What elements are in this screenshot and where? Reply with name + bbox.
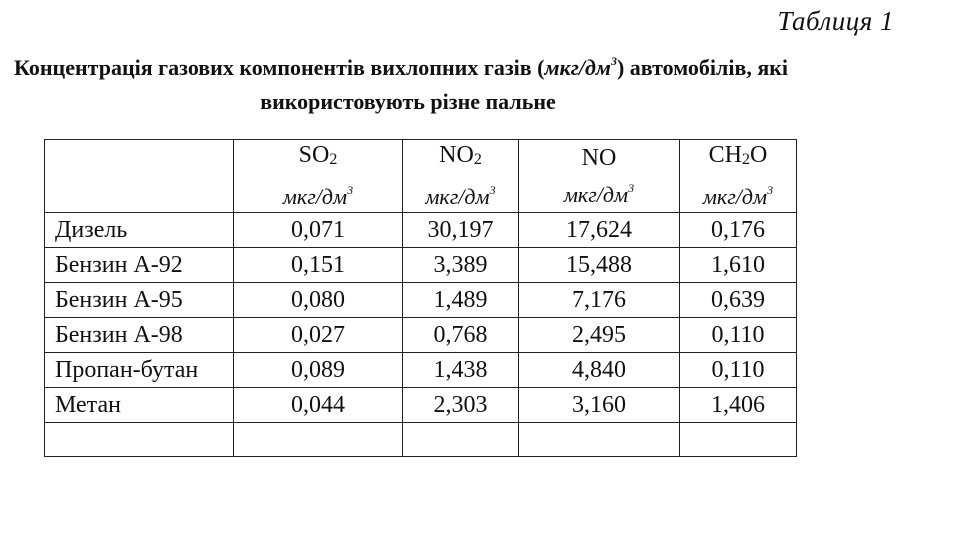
ch2o-value-cell: 1,610 <box>680 248 797 283</box>
empty-cell <box>234 423 403 457</box>
table-title <box>14 44 914 119</box>
no2-value-cell: 1,489 <box>403 283 519 318</box>
empty-table-row <box>45 423 797 457</box>
no2-value-cell: 30,197 <box>403 213 519 248</box>
ch2o-value-cell: 0,176 <box>680 213 797 248</box>
concentration-table <box>44 139 797 457</box>
title-text-start: Концентрація газових компонентів вихлопних газів ( <box>14 55 545 80</box>
no-value-cell: 17,624 <box>519 213 680 248</box>
so2-value-cell: 0,044 <box>234 388 403 423</box>
so2-value-cell: 0,027 <box>234 318 403 353</box>
no2-value-cell: 1,438 <box>403 353 519 388</box>
no2-value-cell: 0,768 <box>403 318 519 353</box>
no-value-cell: 2,495 <box>519 318 680 353</box>
so2-value-cell: 0,080 <box>234 283 403 318</box>
title-unit: мкг/$дм^3$ <box>544 54 617 80</box>
ch2o-value-cell: 0,110 <box>680 318 797 353</box>
empty-cell <box>519 423 680 457</box>
fuel-name-cell: Бензин А-98 <box>45 318 234 353</box>
column-header-ch2o: $CH_2O$ мкг/$дм^3$ <box>680 140 797 213</box>
column-header-no2: $NO_2$ мкг/$дм^3$ <box>403 140 519 213</box>
fuel-name-cell: Бензин А-92 <box>45 248 234 283</box>
ch2o-value-cell: 0,639 <box>680 283 797 318</box>
ch2o-value-cell: 1,406 <box>680 388 797 423</box>
column-header-no: NO мкг/$дм^3$ <box>519 140 680 213</box>
empty-cell <box>403 423 519 457</box>
header-row <box>45 140 797 213</box>
fuel-name-cell: Бензин А-95 <box>45 283 234 318</box>
empty-cell <box>680 423 797 457</box>
table-row <box>45 388 797 423</box>
title-line-2: використовують різне пальне <box>260 89 556 114</box>
ch2o-value-cell: 0,110 <box>680 353 797 388</box>
table-row <box>45 318 797 353</box>
title-line-1 <box>14 44 914 85</box>
title-text-end: ) автомобілів, які <box>616 55 789 80</box>
so2-value-cell: 0,071 <box>234 213 403 248</box>
so2-value-cell: 0,151 <box>234 248 403 283</box>
fuel-name-cell: Дизель <box>45 213 234 248</box>
table-row <box>45 248 797 283</box>
column-header-so2: $SO_2$ мкг/$дм^3$ <box>234 140 403 213</box>
empty-cell <box>45 423 234 457</box>
table-row <box>45 213 797 248</box>
table-row <box>45 283 797 318</box>
fuel-name-cell: Пропан-бутан <box>45 353 234 388</box>
no-value-cell: 4,840 <box>519 353 680 388</box>
no2-value-cell: 2,303 <box>403 388 519 423</box>
so2-value-cell: 0,089 <box>234 353 403 388</box>
fuel-name-cell: Метан <box>45 388 234 423</box>
no2-value-cell: 3,389 <box>403 248 519 283</box>
table-number-label: Таблиця 1 <box>777 6 894 36</box>
header-corner-cell <box>45 140 234 213</box>
no-value-cell: 3,160 <box>519 388 680 423</box>
table-row <box>45 353 797 388</box>
no-value-cell: 15,488 <box>519 248 680 283</box>
no-value-cell: 7,176 <box>519 283 680 318</box>
